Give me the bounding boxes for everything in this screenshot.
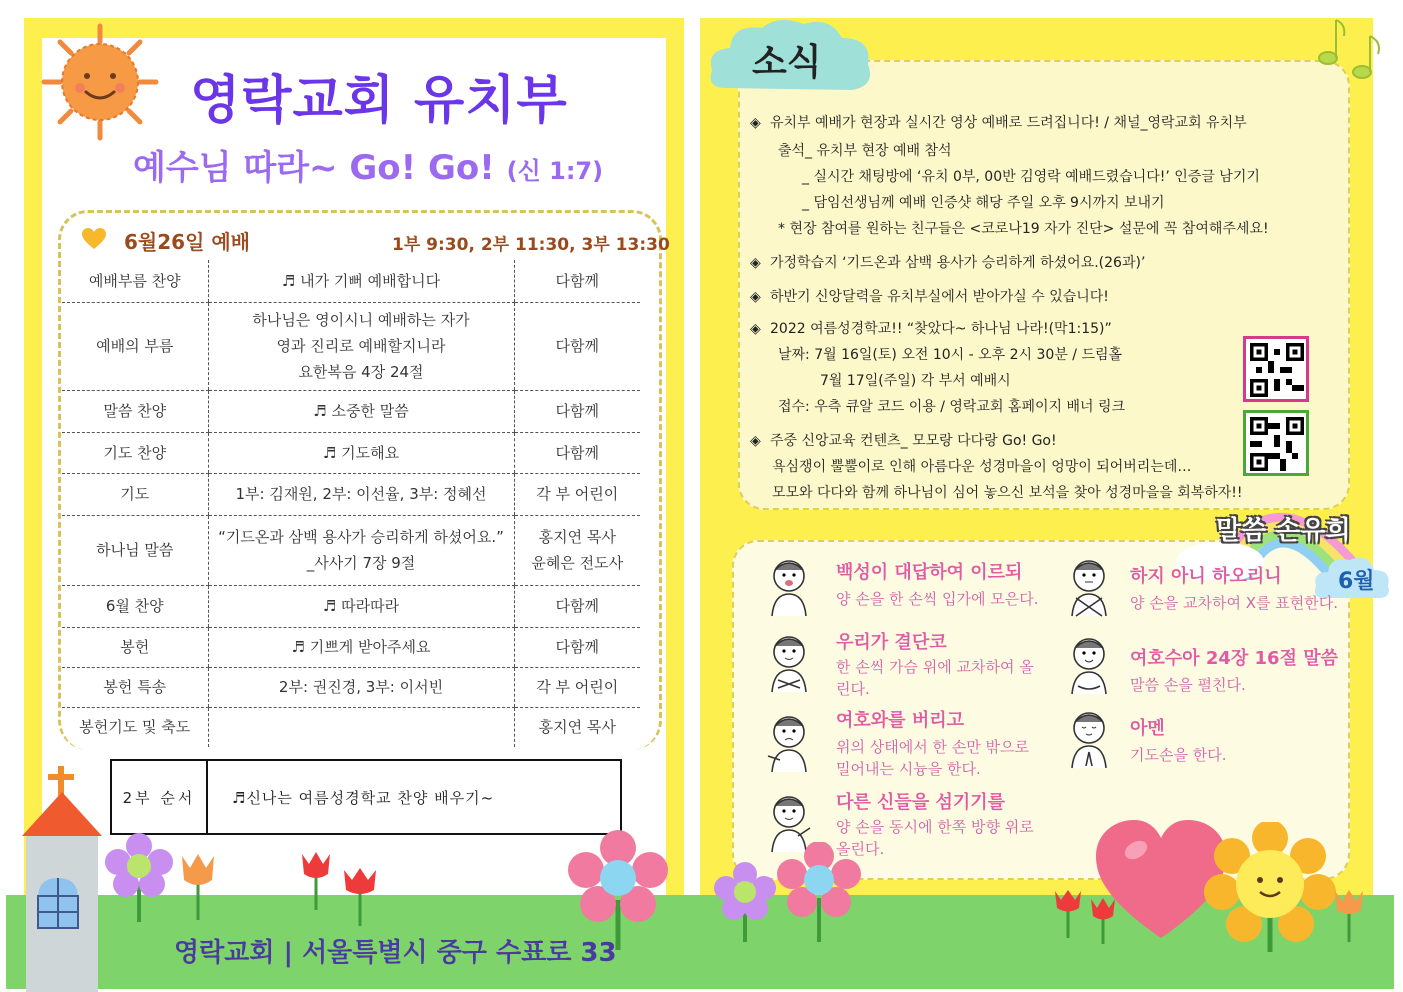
sign-step-title: 우리가 결단코 — [836, 632, 947, 653]
news-line: 출석_ 유치부 현장 예배 참석 — [778, 143, 952, 159]
table-row — [62, 260, 640, 302]
order-part: 기도 찬양 — [62, 432, 208, 473]
sign-step-desc: 양 손을 교차하여 X를 표현한다. — [1130, 594, 1338, 612]
news-item — [750, 112, 1247, 132]
subtitle-text: 예수님 따라~ Go! Go! — [133, 148, 495, 188]
news-line: 주중 신앙교육 컨텐츠_ 모모랑 다다랑 Go! Go! — [770, 433, 1057, 449]
table-row — [62, 390, 640, 432]
diamond-bullet-icon: ◈ — [750, 321, 761, 337]
tulip-icon — [1332, 888, 1366, 942]
news-line: 하반기 신앙달력을 유치부실에서 받아가실 수 있습니다! — [770, 289, 1109, 305]
note-text: ♬신나는 여름성경학교 찬양 배우기~ — [232, 788, 495, 807]
sign-step-title: 아멘 — [1130, 718, 1165, 739]
order-content: ♬ 따라따라 — [208, 585, 514, 627]
order-content: ♬ 소중한 말씀 — [208, 390, 514, 432]
sign-step-desc: 한 손씩 가슴 위에 교차하여 올 린다. — [836, 658, 1034, 698]
music-notes-icon — [1316, 14, 1386, 80]
news-line: _ 실시간 채팅방에 ‘유치 0부, 00반 김영락 예배드렸습니다!’ 인증글 남기기 — [802, 169, 1260, 185]
order-leader: 다함께 — [514, 260, 640, 302]
order-content: ♬ 내가 기뻐 예배합니다 — [208, 260, 514, 302]
sign-step-title: 여호수아 24장 16절 말씀 — [1130, 648, 1339, 669]
order-leader: 각 부 어린이 — [514, 667, 640, 707]
table-row — [62, 473, 640, 515]
sign-step-title: 하지 아니 하오리니 — [1130, 566, 1282, 587]
subtitle-reference: (신 1:7) — [506, 157, 604, 185]
news-line: 7월 17일(주일) 각 부서 예배시 — [820, 373, 1011, 389]
order-part: 봉헌 — [62, 627, 208, 667]
news-item — [750, 252, 1145, 272]
order-content: 2부: 권진경, 3부: 이서빈 — [208, 667, 514, 707]
tulip-icon — [176, 850, 220, 920]
sign-step-title: 여호와를 버리고 — [836, 710, 964, 731]
news-line: 유치부 예배가 현장과 실시간 영상 예배로 드려집니다! / 채널_영락교회 유치부 — [770, 115, 1247, 131]
news-line: * 현장 참여를 원하는 친구들은 <코로나19 자가 진단> 설문에 꼭 참여해주세요! — [778, 221, 1269, 237]
order-content: ♬ 기도해요 — [208, 432, 514, 473]
order-leader: 다함께 — [514, 302, 640, 390]
news-line: 날짜: 7월 16일(토) 오전 10시 - 오후 2시 30분 / 드림홀 — [778, 347, 1123, 363]
note-label: 2부 순서 — [112, 761, 208, 833]
order-part: 기도 — [62, 473, 208, 515]
order-part: 봉헌기도 및 축도 — [79, 718, 191, 737]
child-cross-chest-icon — [762, 632, 816, 694]
sign-step-desc: 양 손을 한 손씩 입가에 모은다. — [836, 590, 1039, 608]
second-service-note — [110, 759, 622, 835]
child-open-hands-icon — [1062, 634, 1116, 696]
sign-step-title: 다른 신들을 섬기기를 — [836, 792, 1006, 813]
order-content — [208, 707, 514, 747]
service-date: 6월26일 예배 — [124, 230, 250, 254]
order-part: 하나님 말씀 — [62, 515, 208, 585]
flower-icon — [776, 842, 862, 942]
child-x-arms-icon — [1062, 556, 1116, 618]
sign-step-desc: 양 손을 동시에 한쪽 방향 위로 올린다. — [836, 818, 1034, 858]
order-part: 예배의 부름 — [62, 302, 208, 390]
qr-code-icon[interactable] — [1243, 336, 1309, 402]
news-title: 소식 — [752, 42, 822, 83]
order-part: 6월 찬양 — [62, 585, 208, 627]
order-part: 예배부름 찬양 — [62, 260, 208, 302]
sun-icon — [40, 22, 160, 142]
tulip-icon — [1088, 896, 1118, 944]
order-leader: 홍지연 목사 윤혜은 전도사 — [514, 515, 640, 585]
order-leader: 다함께 — [514, 627, 640, 667]
qr-code-icon[interactable] — [1243, 410, 1309, 476]
order-part: 봉헌 특송 — [62, 667, 208, 707]
sign-step-title: 백성이 대답하여 이르되 — [836, 562, 1023, 583]
table-row — [62, 707, 640, 747]
order-content: 1부: 김재원, 2부: 이선율, 3부: 정혜선 — [208, 473, 514, 515]
heart-icon — [82, 228, 106, 250]
diamond-bullet-icon: ◈ — [750, 255, 761, 271]
news-item — [750, 430, 1057, 450]
table-row — [62, 667, 640, 707]
order-leader: 다함께 — [514, 390, 640, 432]
diamond-bullet-icon: ◈ — [750, 433, 761, 449]
sign-step-desc: 기도손을 한다. — [1130, 746, 1227, 764]
order-leader: 다함께 — [514, 432, 640, 473]
order-content: 하나님은 영이시니 예배하는 자가 영과 진리로 예배할지니라 요한복음 4장 24절 — [208, 302, 514, 390]
order-leader: 홍지연 목사 — [514, 707, 640, 747]
news-line: 가정학습지 ‘기드온과 삼백 용사가 승리하게 하셨어요.(26과)’ — [770, 255, 1146, 271]
child-praying-icon — [1062, 708, 1116, 770]
table-row — [62, 515, 640, 585]
sign-month: 6월 — [1338, 569, 1375, 594]
flower-icon — [104, 832, 174, 922]
table-row — [62, 585, 640, 627]
tulip-icon — [1052, 888, 1084, 938]
order-content: “기드온과 삼백 용사가 승리하게 하셨어요.” _사사기 7장 9절 — [208, 515, 514, 585]
order-part: 말씀 찬양 — [62, 390, 208, 432]
table-row — [62, 302, 640, 390]
sign-section-title: 말씀 손유희 — [1216, 516, 1351, 546]
order-leader: 다함께 — [514, 585, 640, 627]
worship-order-table — [62, 260, 640, 747]
order-leader: 각 부 어린이 — [514, 473, 640, 515]
page-title: 영락교회 유치부 — [190, 71, 568, 131]
order-content: ♬ 기쁘게 받아주세요 — [208, 627, 514, 667]
news-item — [750, 318, 1112, 338]
tulip-icon — [340, 866, 380, 926]
diamond-bullet-icon: ◈ — [750, 289, 761, 305]
sign-step-desc: 말씀 손을 펼친다. — [1130, 676, 1246, 694]
tulip-icon — [298, 850, 334, 910]
flower-icon — [714, 862, 776, 942]
table-row — [62, 432, 640, 473]
page-subtitle — [133, 140, 603, 189]
child-push-icon — [762, 712, 816, 774]
table-row — [62, 627, 640, 667]
diamond-bullet-icon: ◈ — [750, 115, 761, 131]
news-item — [750, 286, 1109, 306]
service-times: 1부 9:30, 2부 11:30, 3부 13:30 — [392, 235, 670, 255]
news-line: 모모와 다다와 함께 하나님이 심어 놓으신 보석을 찾아 성경마을을 회복하자!! — [772, 485, 1243, 501]
news-line: 2022 여름성경학교!! “찾았다~ 하나님 나라!(막1:15)” — [770, 321, 1112, 337]
sunflower-icon — [1200, 822, 1340, 952]
news-line: 접수: 우측 큐알 코드 이용 / 영락교회 홈페이지 배너 링크 — [778, 399, 1126, 415]
news-line: 욕심쟁이 뿔뿔이로 인해 아름다운 성경마을이 엉망이 되어버리는데… — [772, 459, 1192, 475]
child-hands-mouth-icon — [762, 556, 816, 618]
church-icon — [22, 766, 102, 992]
footer-address: 영락교회 | 서울특별시 중구 수표로 33 — [174, 938, 617, 968]
sign-step-desc: 위의 상태에서 한 손만 밖으로 밀어내는 시늉을 한다. — [836, 738, 1029, 778]
news-line: _ 담임선생님께 예배 인증샷 해당 주일 오후 9시까지 보내기 — [802, 195, 1165, 211]
